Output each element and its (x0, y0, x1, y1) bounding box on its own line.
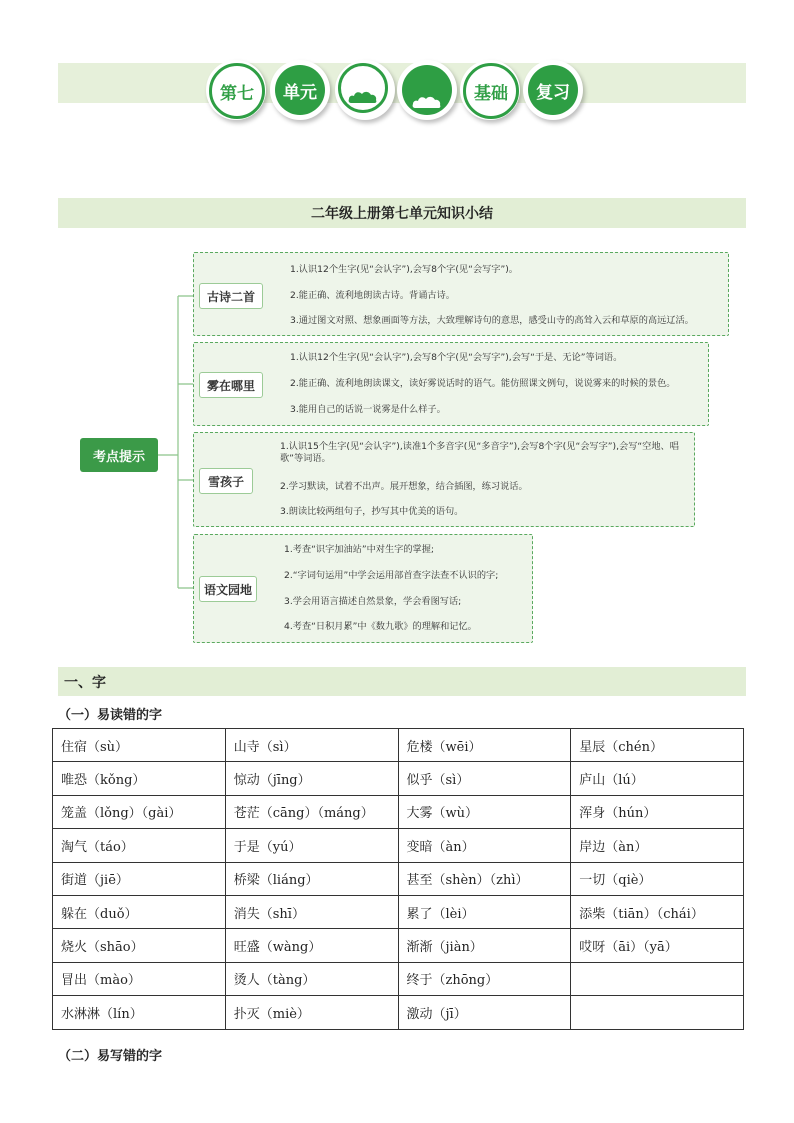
table-cell: 惊动（jīng） (225, 762, 398, 795)
branch-2-item-2: 2.能正确、流利地朗读课文，读好雾说话时的语气。能仿照课文例句，说说雾来的时候的景色。 (290, 378, 676, 389)
branch-3-item-2: 2.学习默读，试着不出声。展开想象，结合插图，练习说话。 (280, 481, 528, 492)
table-cell: 变暗（àn） (398, 829, 571, 862)
table-row (53, 829, 744, 862)
branch-label-gushi: 古诗二首 (199, 283, 263, 309)
table-cell: 唯恐（kǒng） (53, 762, 226, 795)
table-cell (571, 962, 744, 995)
table-cell: 躲在（duǒ） (53, 895, 226, 928)
table-cell: 激动（jī） (398, 996, 571, 1029)
branch-4-item-3: 3.学会用语言描述自然景象，学会看图写话; (284, 596, 462, 607)
table-cell: 累了（lèi） (398, 895, 571, 928)
table-cell: 渐渐（jiàn） (398, 929, 571, 962)
table-cell: 星辰（chén） (571, 729, 744, 762)
table-cell: 桥梁（liáng） (225, 862, 398, 895)
table-row (53, 895, 744, 928)
table-row (53, 762, 744, 795)
subsection-title-1: （一）易读错的字 (58, 708, 163, 723)
branch-3-item-3: 3.朗读比较两组句子，抄写其中优美的语句。 (280, 506, 464, 517)
table-cell: 甚至（shèn）（zhì） (398, 862, 571, 895)
branch-3-item-1: 1.认识15个生字(见“会认字”),读准1个多音字(见“多音字”),会写8个字(见“会写字”),会写“空地、唱歌”等词语。 (280, 441, 679, 464)
table-row (53, 729, 744, 762)
table-cell: 似乎（sì） (398, 762, 571, 795)
branch-4-item-1: 1.考查“识字加油站”中对生字的掌握; (284, 544, 435, 555)
branch-1-item-3: 3.通过图文对照、想象画面等方法，大致理解诗句的意思，感受山寺的高耸入云和草原的高远辽活。 (290, 315, 694, 326)
branch-label-yuwenyuandi: 语文园地 (199, 576, 257, 602)
table-cell (571, 996, 744, 1029)
word-table (52, 728, 744, 1030)
table-row (53, 996, 744, 1029)
table-cell: 冒出（mào） (53, 962, 226, 995)
title-circle-text: 第七 (220, 83, 254, 104)
table-cell: 岸边（àn） (571, 829, 744, 862)
section-title: 一、字 (58, 667, 746, 696)
table-cell: 危楼（wēi） (398, 729, 571, 762)
branch-2-item-1: 1.认识12个生字(见“会认字”),会写8个字(见“会写字”),会写“于是、无论”等词语。 (290, 352, 623, 363)
branch-1-item-1: 1.认识12个生字(见“会认字”),会写8个字(见“会写字”)。 (290, 264, 518, 275)
table-cell: 旺盛（wàng） (225, 929, 398, 962)
summary-header: 二年级上册第七单元知识小结 (58, 198, 746, 228)
branch-label-xuehaizi: 雪孩子 (199, 468, 253, 494)
table-cell: 淘气（táo） (53, 829, 226, 862)
table-cell: 添柴（tiān）（chái） (571, 895, 744, 928)
table-cell: 浑身（hún） (571, 795, 744, 828)
branch-4-item-4: 4.考查“日积月累”中《数九歌》的理解和记忆。 (284, 621, 477, 632)
table-cell: 烧火（shāo） (53, 929, 226, 962)
table-row (53, 862, 744, 895)
table-cell: 哎呀（āi）（yā） (571, 929, 744, 962)
table-row (53, 962, 744, 995)
table-cell: 一切（qiè） (571, 862, 744, 895)
table-cell: 山寺（sì） (225, 729, 398, 762)
table-cell: 水淋淋（lín） (53, 996, 226, 1029)
table-row (53, 929, 744, 962)
mindmap-root: 考点提示 (80, 438, 158, 472)
branch-4-item-2: 2.“字词句运用”中学会运用部首查字法查不认识的字; (284, 570, 499, 581)
table-row (53, 795, 744, 828)
title-circle-text: 基础 (474, 83, 508, 104)
table-cell: 烫人（tàng） (225, 962, 398, 995)
table-cell: 扑灭（miè） (225, 996, 398, 1029)
subsection-title-2: （二）易写错的字 (58, 1049, 163, 1064)
table-cell: 住宿（sù） (53, 729, 226, 762)
branch-label-wuzainali: 雾在哪里 (199, 372, 263, 398)
branch-2-item-3: 3.能用自己的话说一说雾是什么样子。 (290, 404, 446, 415)
title-circle-text: 单元 (283, 82, 317, 103)
table-cell: 苍茫（cāng）（máng） (225, 795, 398, 828)
table-cell: 街道（jiē） (53, 862, 226, 895)
table-cell: 笼盖（lǒng）（gài） (53, 795, 226, 828)
table-cell: 消失（shī） (225, 895, 398, 928)
table-cell: 庐山（lú） (571, 762, 744, 795)
title-circle-text: 复习 (536, 82, 570, 103)
branch-1-item-2: 2.能正确、流利地朗读古诗。背诵古诗。 (290, 290, 455, 301)
table-cell: 终于（zhōng） (398, 962, 571, 995)
table-cell: 于是（yú） (225, 829, 398, 862)
table-cell: 大雾（wù） (398, 795, 571, 828)
